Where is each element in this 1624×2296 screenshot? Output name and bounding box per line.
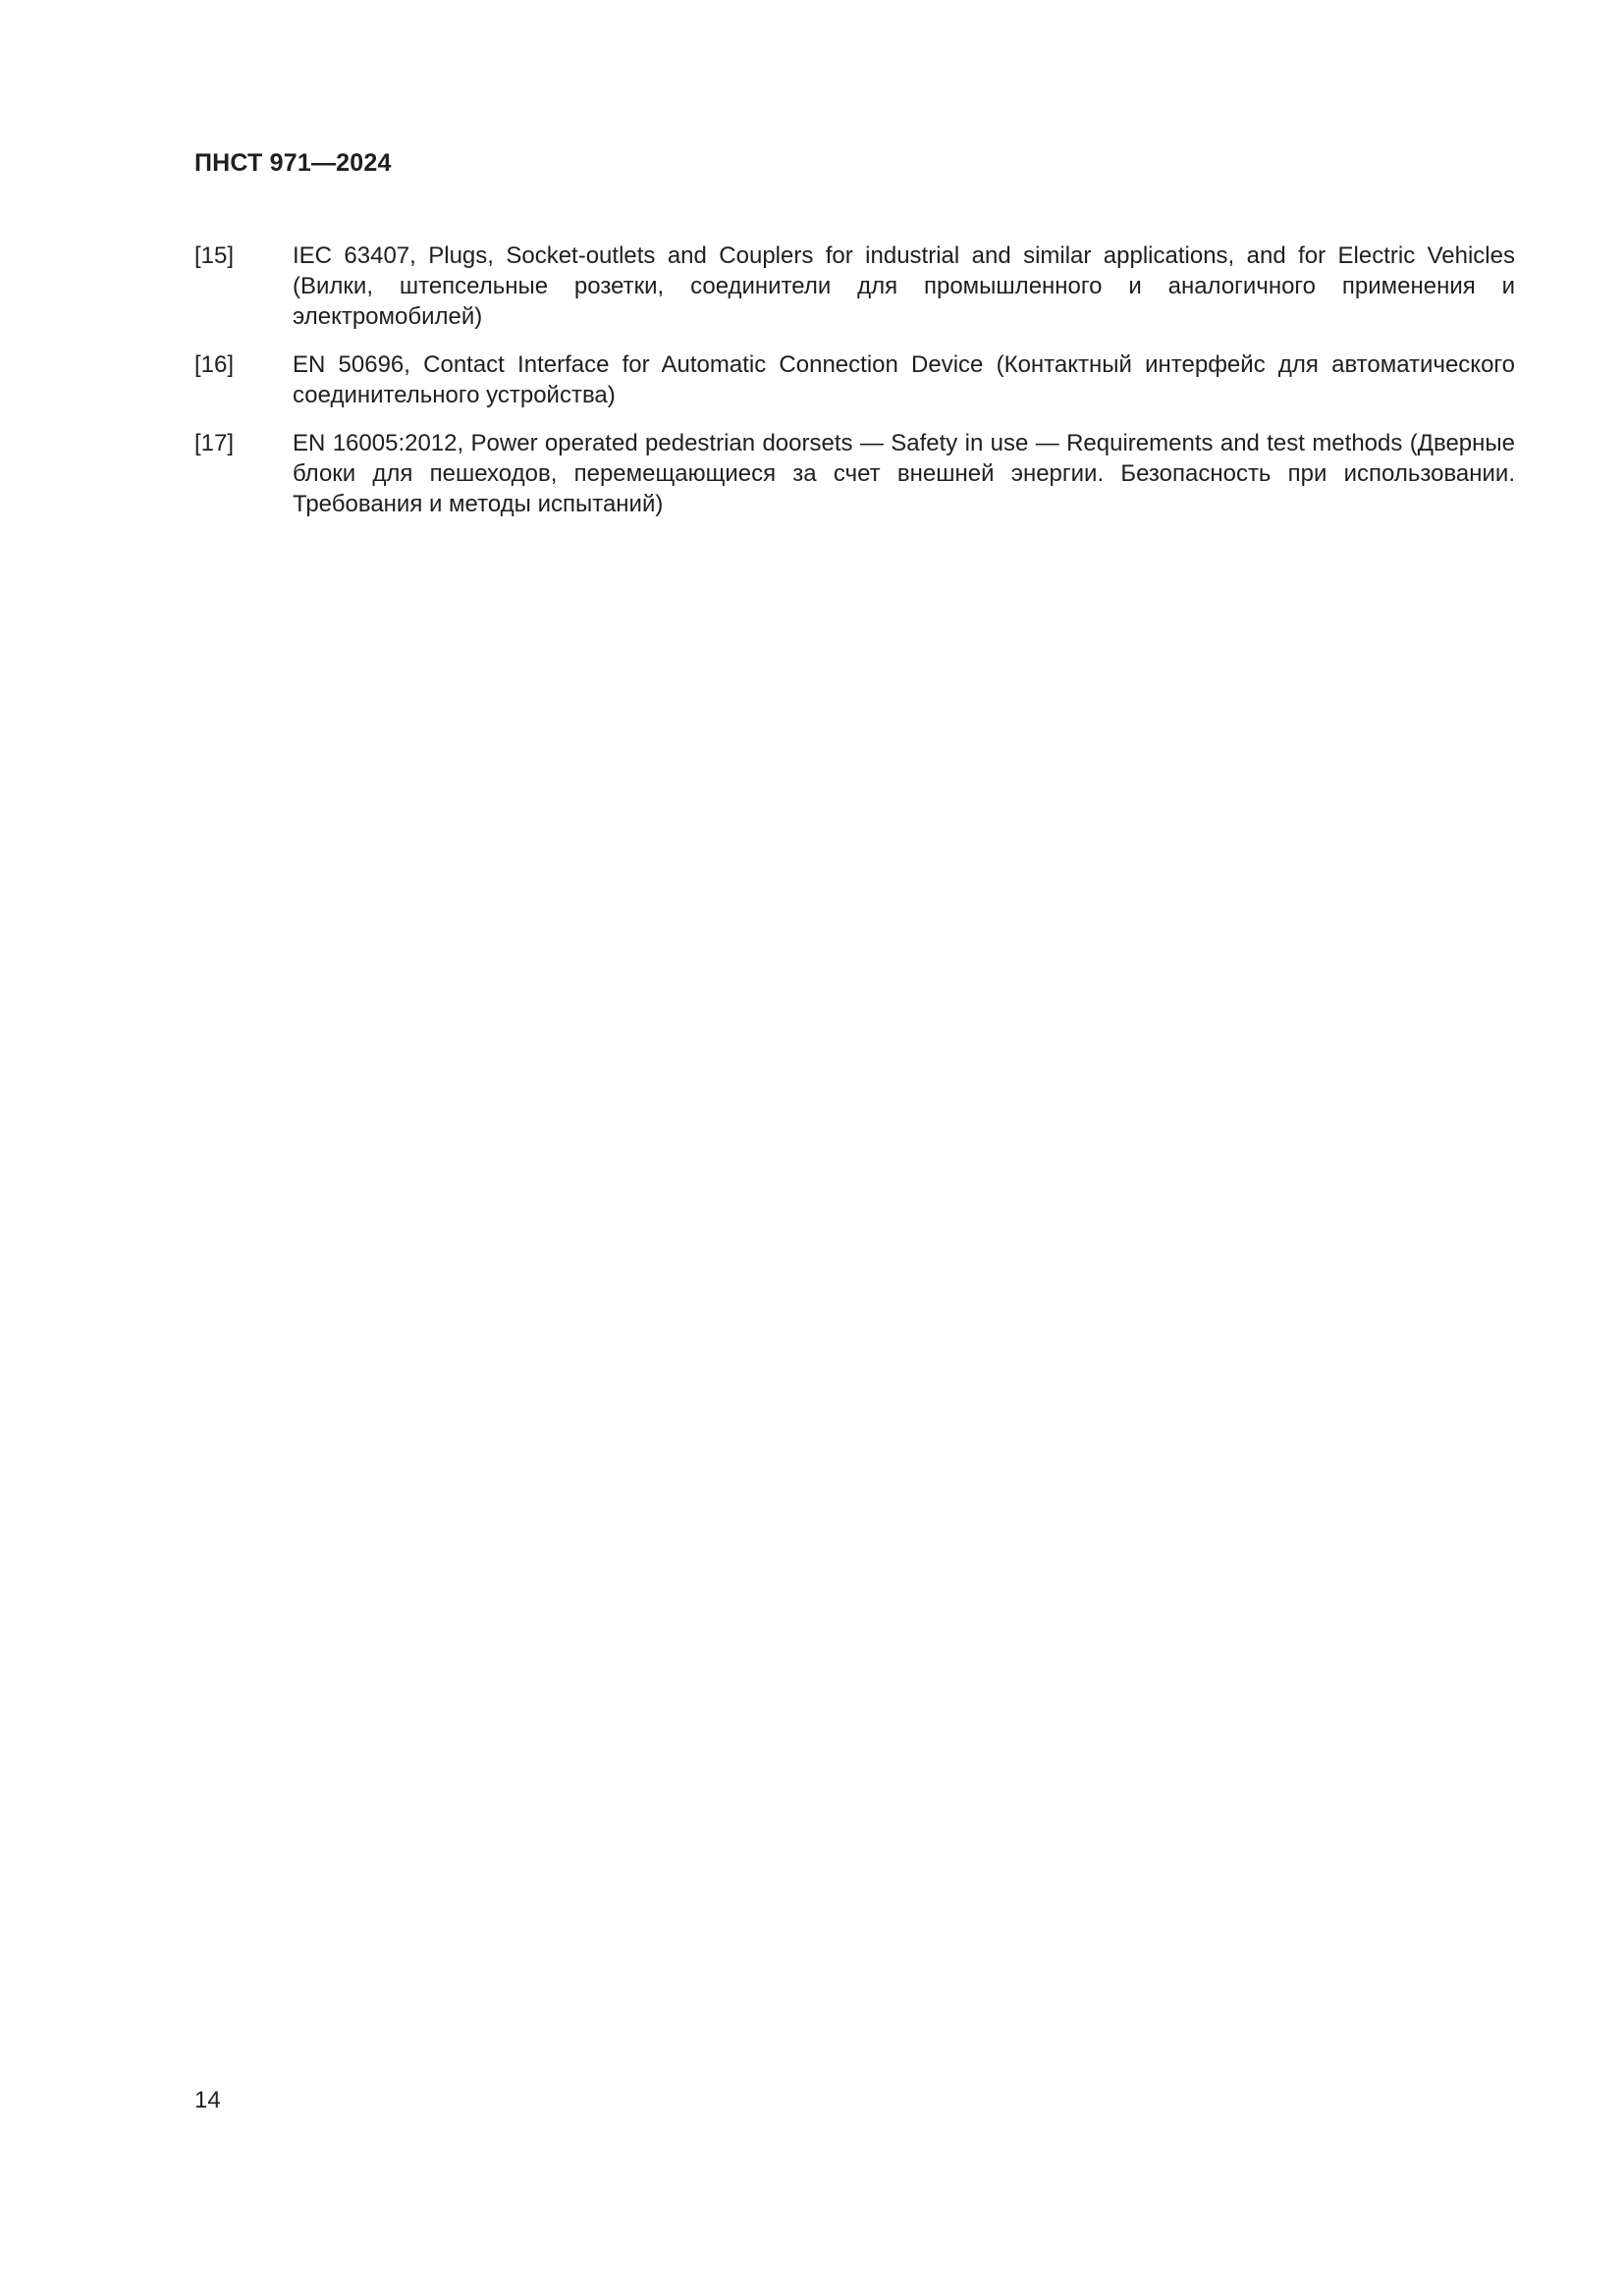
bibliography-item	[194, 428, 1515, 519]
bibliography-item	[194, 349, 1515, 410]
bibliography-item	[194, 240, 1515, 332]
reference-text: EN 16005:2012, Power operated pedestrian doorsets — Safety in use — Requirements and test methods (Дверные блоки для пешеходов, перемещающиеся за счет внешней энергии. Безопасность при использовании. Требования и методы испытаний)	[293, 430, 1515, 517]
reference-number: [17]	[194, 430, 235, 456]
reference-number: [16]	[194, 351, 235, 378]
page-number: 14	[194, 2087, 221, 2113]
reference-number: [15]	[194, 242, 235, 269]
reference-text: EN 50696, Contact Interface for Automatic Connection Device (Контактный интерфейс для автоматического соединительного устройства)	[293, 351, 1515, 408]
reference-text: IEC 63407, Plugs, Socket-outlets and Couplers for industrial and similar applications, and for Electric Vehicles (Вилки, штепсельные розетки, соединители для промышленного и аналогичного применения и электромобилей)	[293, 242, 1515, 330]
bibliography-list	[194, 240, 1515, 537]
page-header: ПНСТ 971—2024	[194, 149, 392, 177]
